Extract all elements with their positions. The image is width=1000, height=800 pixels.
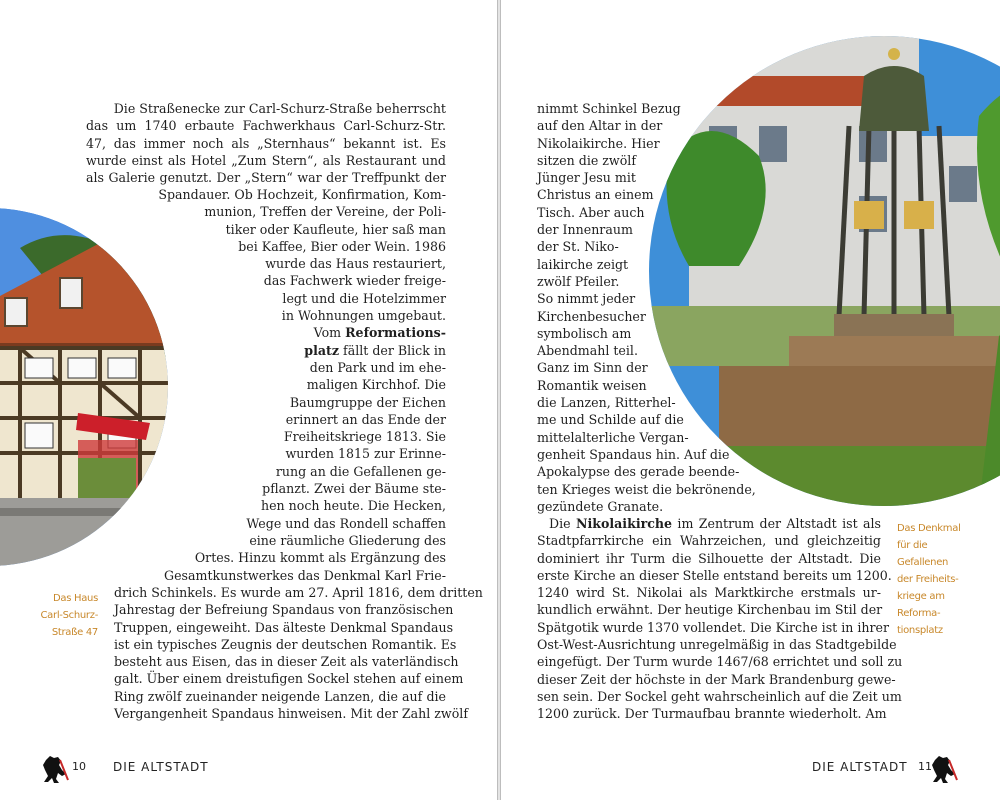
text-line: der Innenraum [537, 222, 633, 238]
text-line: eingefügt. Der Turm wurde 1467/68 errichtet und soll zu [537, 654, 903, 670]
text-line: bei Kaffee, Bier oder Wein. 1986 [238, 238, 446, 254]
text-line: maligen Kirchhof. Die [306, 377, 446, 393]
left-text-bottom [114, 584, 483, 722]
text-line: nimmt Schinkel Bezug [537, 101, 681, 116]
text-line: munion, Treffen der Vereine, der Poli- [204, 204, 446, 220]
text-line: gezündete Granate. [537, 498, 664, 514]
text-line: Spätgotik wurde 1370 vollendet. Die Kirche ist in ihrer [537, 619, 889, 635]
text-line: erinnert an das Ende der [285, 411, 446, 427]
spandau-bear-icon [929, 752, 959, 784]
text-line: eine räumliche Gliederung des [249, 532, 446, 548]
text-line: Kirchenbesucher [537, 308, 646, 324]
text-line: 47, das immer noch als „Sternhaus“ bekannt ist. Es [86, 135, 446, 151]
text-line: erste Kirche an dieser Stelle entstand bereits um 1200. [537, 567, 892, 583]
text-line: Spandauer. Ob Hochzeit, Konfirmation, Kom- [158, 187, 446, 202]
text-line: der St. Niko- [537, 239, 619, 255]
bold-term: platz [304, 342, 340, 358]
text-line: Vergangenheit Spandaus hinweisen. Mit der Zahl zwölf [114, 706, 468, 722]
text-line: Ost-West-Ausrichtung unregelmäßig in das Stadtgebilde [537, 637, 897, 653]
text-span: im Zentrum der Altstadt ist als [672, 516, 881, 531]
caption-line: Carl-Schurz- [40, 610, 98, 621]
text-line: galt. Über einem dreistufigen Sockel stehen auf einem [114, 671, 464, 687]
text-line [537, 515, 881, 532]
text-line: legt und die Hotelzimmer [282, 290, 446, 306]
text-line [150, 324, 446, 341]
text-line: Abendmahl teil. [537, 343, 638, 359]
text-line: drich Schinkels. Es wurde am 27. April 1816, dem dritten [114, 585, 483, 600]
text-line: besteht aus Eisen, das in dieser Zeit als vaterländisch [114, 654, 459, 670]
text-line: Stadtpfarrkirche ein Wahrzeichen, und gleichzeitig [537, 533, 881, 549]
text-line: auf den Altar in der [537, 118, 663, 134]
left-text-wrap-1 [150, 186, 446, 584]
text-line: wurden 1815 zur Erinne- [285, 446, 446, 462]
caption-line: kriege am [897, 591, 945, 602]
text-line: Ganz im Sinn der [537, 360, 648, 376]
caption-line: Straße 47 [51, 627, 98, 638]
text-line: Baumgruppe der Eichen [289, 394, 446, 410]
text-line: hen noch heute. Die Hecken, [260, 498, 446, 514]
text-line: Wege und das Rondell schaffen [246, 515, 446, 531]
text-line: Jünger Jesu mit [537, 170, 636, 186]
text-line: 1240 wird St. Nikolai als Marktkirche erstmals ur- [537, 585, 881, 601]
text-line: Die Straßenecke zur Carl-Schurz-Straße beherrscht [113, 101, 446, 116]
text-line: als Galerie genutzt. Der „Stern“ war der Treffpunkt der [86, 170, 446, 186]
text-line: die Lanzen, Ritterhel- [537, 395, 676, 411]
text-line: Ring zwölf zueinander neigende Lanzen, die auf die [114, 688, 446, 704]
caption-line: der Freiheits- [897, 574, 959, 585]
text-line: in Wohnungen umgebaut. [281, 308, 446, 324]
text-line: ist ein typisches Zeugnis der deutschen Romantik. Es [114, 636, 457, 652]
text-line [150, 342, 446, 359]
sternhaus-illustration [0, 208, 168, 566]
left-text-top [86, 100, 446, 186]
caption-line: tionsplatz [897, 625, 943, 636]
caption-line: Gefallenen [897, 557, 949, 568]
text-line: dieser Zeit der höchste in der Mark Brandenburg gewe- [537, 671, 896, 687]
caption-monument [897, 520, 987, 639]
text-line: Freiheitskriege 1813. Sie [283, 429, 446, 445]
photo-sternhaus [0, 208, 168, 566]
left-page [0, 0, 497, 800]
footer-section-title: DIE ALTSTADT [812, 760, 908, 774]
text-line: den Park und im ehe- [309, 359, 446, 375]
footer-section-title: DIE ALTSTADT [113, 760, 209, 774]
text-line: ten Krieges weist die bekrönende, [537, 481, 756, 497]
text-line: Nikolaikirche. Hier [537, 135, 660, 151]
text-line: wurde das Haus restauriert, [265, 256, 446, 272]
text-line: mittelalterliche Vergan- [537, 429, 689, 445]
text-line: So nimmt jeder [537, 291, 636, 307]
caption-line: Reforma- [897, 608, 941, 619]
text-line: Truppen, eingeweiht. Das älteste Denkmal Spandaus [114, 619, 454, 635]
page-number: 10 [72, 760, 86, 773]
text-line: Jahrestag der Befreiung Spandaus von französischen [114, 602, 454, 618]
text-line: Tisch. Aber auch [537, 204, 645, 220]
bold-term: Nikolaikirche [575, 516, 673, 531]
text-line: me und Schilde auf die [537, 412, 684, 428]
text-line: wurde einst als Hotel „Zum Stern“, als Restaurant und [86, 152, 446, 168]
text-line: Christus an einem [537, 187, 654, 203]
right-text-bottom [537, 515, 903, 723]
text-line: symbolisch am [537, 325, 632, 341]
bold-term: Reformations- [345, 325, 446, 341]
caption-sternhaus [20, 590, 98, 641]
text-line: zwölf Pfeiler. [537, 273, 620, 289]
text-line: Romantik weisen [537, 377, 647, 393]
text-line: Apokalypse des gerade beende- [537, 464, 740, 480]
text-line: laikirche zeigt [537, 256, 629, 272]
page-number: 11 [918, 760, 932, 773]
text-line: sitzen die zwölf [537, 152, 636, 168]
text-line: das um 1740 erbaute Fachwerkhaus Carl-Schurz-Str. [86, 118, 446, 134]
spandau-bear-icon [40, 752, 70, 784]
text-line: Ortes. Hinzu kommt als Ergänzung des [194, 550, 446, 566]
text-line: rung an die Gefallenen ge- [275, 463, 446, 479]
text-line: Gesamtkunstwerkes das Denkmal Karl Frie- [164, 567, 446, 583]
caption-line: für die [897, 540, 928, 551]
text-span: Die [549, 516, 576, 531]
right-page [501, 0, 1000, 800]
caption-line: Das Haus [52, 593, 98, 604]
text-span: Vom [313, 325, 346, 341]
text-line: tiker oder Kaufleute, hier saß man [225, 221, 446, 237]
text-line: 1200 zurück. Der Turmaufbau brannte wiederholt. Am [537, 706, 887, 722]
text-line: pflanzt. Zwei der Bäume ste- [262, 481, 446, 497]
text-line: das Fachwerk wieder freige- [263, 273, 446, 289]
right-text-column [537, 100, 797, 515]
caption-line: Das Denkmal [897, 523, 961, 534]
text-line: sen sein. Der Sockel geht wahrscheinlich auf die Zeit um [537, 688, 902, 704]
text-span: fällt der Blick in [339, 342, 446, 358]
text-line: kundlich erwähnt. Der heutige Kirchenbau im Stil der [537, 602, 883, 618]
text-line: dominiert ihr Turm die Silhouette der Altstadt. Die [537, 550, 881, 566]
text-line: genheit Spandaus hin. Auf die [537, 446, 730, 462]
